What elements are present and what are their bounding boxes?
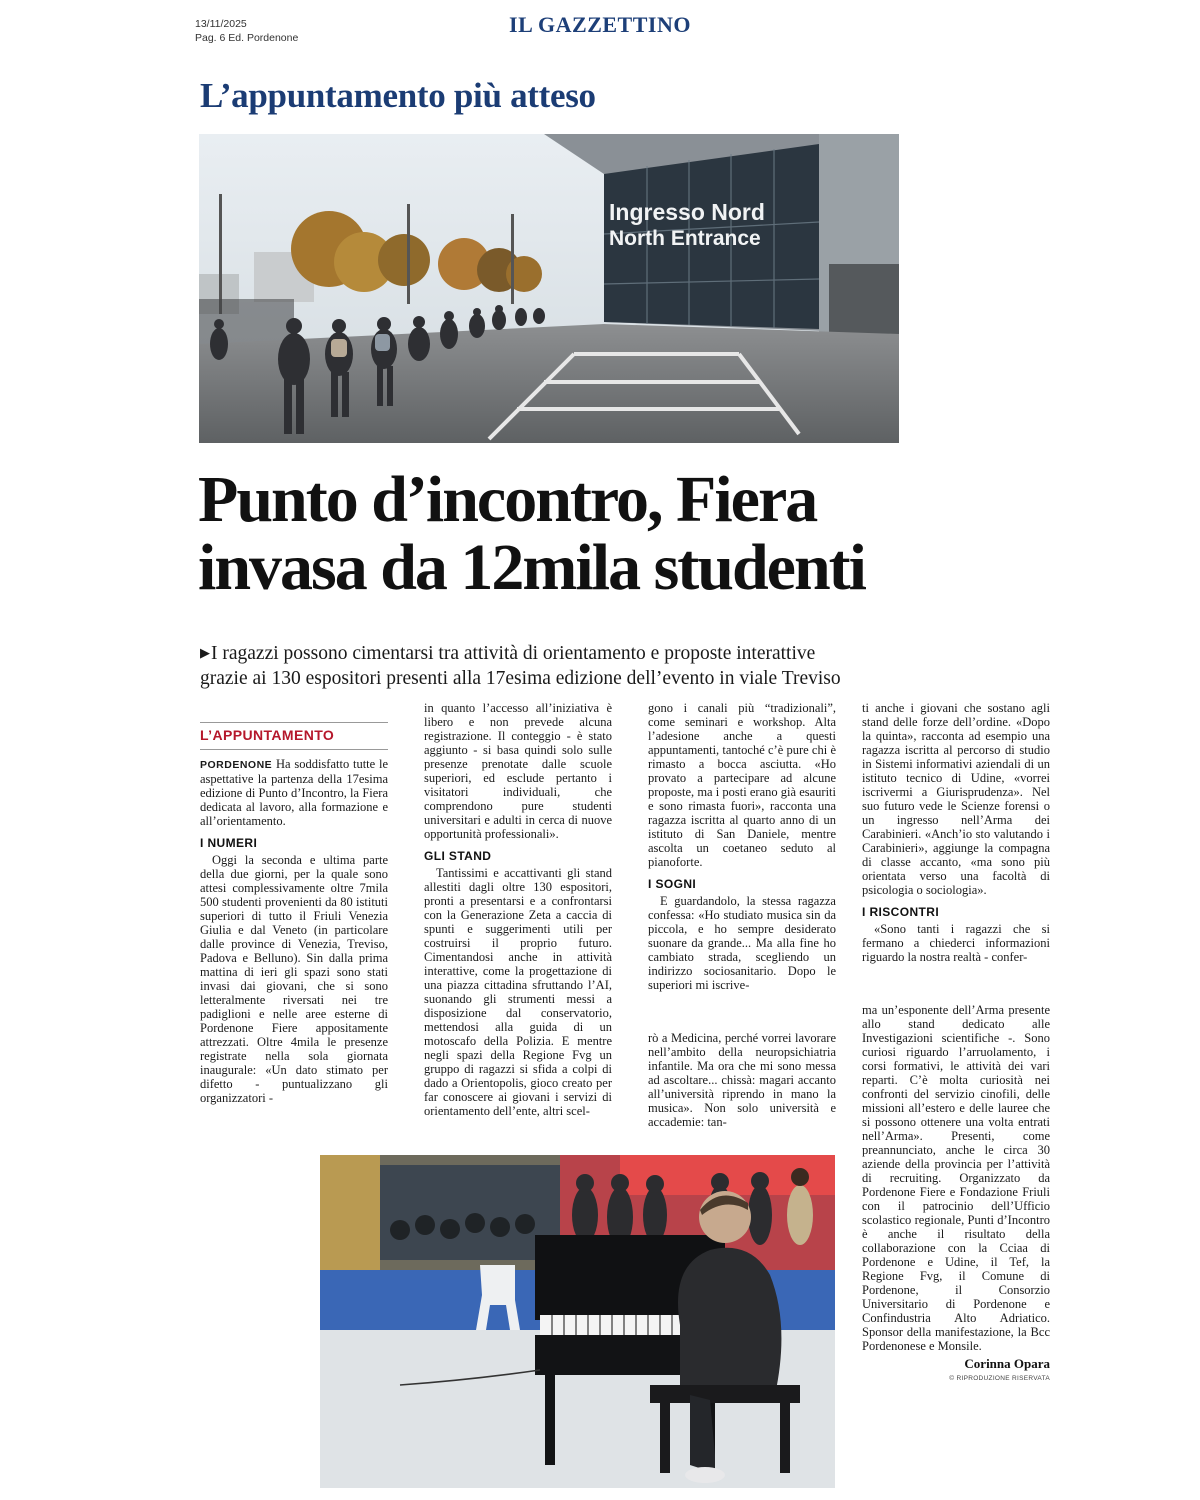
subhead-line-1 <box>200 640 960 666</box>
photo-entrance <box>199 134 899 443</box>
label-rule-top <box>200 722 388 723</box>
sign-line-2: North Entrance <box>609 227 761 250</box>
headline-line-2: invasa da 12mila studenti <box>198 531 865 604</box>
subheading-riscontri: I RISCONTRI <box>862 905 940 919</box>
paragraph: ma un’esponente dell’Arma presente allo stand dedicato alle Investigazioni scientifiche -. Sono curiosi riguardo l’arruolamento, i corsi formativi, le attività dei vari reparti. C’è molta curiosità nei confronti del servizio cinofili, delle missioni all’estero e delle lauree che si possono ottenere una volta entrati nell’Arma». Presenti, come preannunciato, anche le circa 30 aziende della provincia per l’attività di recruiting. Organizzato da Pordenone Fiere e Fondazione Friuli con il patrocinio dell’Ufficio scolastico regionale, Punti d’Incontro è anche il risultato della collaborazione con la Cciaa di Pordenone e Udine, il Tef, la Regione Fvg, il Comune di Pordenone, il Consorzio Universitario di Pordenone e Confindustria Alto Adriatico. Sponsor della manifestazione, la Bcc Pordenonese e Monsile. <box>862 1003 1050 1353</box>
paragraph: PORDENONE Ha soddisfatto tutte le aspettative la partenza della 17esima edizione di Punto d’Incontro, la Fiera dedicata al lavoro, alla formazione e all’orientamento. <box>200 757 388 828</box>
subheading-numeri: I NUMERI <box>200 836 258 850</box>
paragraph: Tantissimi e accattivanti gli stand allestiti dagli oltre 130 espositori, pronti a presentarsi e a confrontarsi con la Generazione Zeta a caccia di spunti e suggerimenti utili per costruirsi il proprio futuro. Cimentandosi anche in attività interattive, come la progettazione di una piazza cittadina sfruttando l’AI, suonando gli strumenti messi a disposizione dal conservatorio, mettendosi alla guida di un motoscafo della Polizia. E mentre negli spazi della Regione Fvg un gruppo di ragazzi si sfida a colpi di dado a Orientopolis, gioco creato per far conoscere ai giovani i servizi di orientamento dell’ente, altri scel- <box>424 866 612 1118</box>
kicker: L’appuntamento più atteso <box>200 76 596 115</box>
article-column-3a <box>648 701 836 999</box>
masthead: IL GAZZETTINO <box>509 12 691 37</box>
paragraph: Oggi la seconda e ultima parte della due giorni, per la quale sono attesi complessivamente oltre 7mila 500 studenti provenienti da 80 istituti superiori di tutto il Friuli Venezia Giulia e dal Veneto (in particolare dalle province di Venezia, Treviso, Padova e Belluno). Sin dalla prima mattina di ieri gli spazi sono stati invasi dai giovani, che si sono letteralmente riversati nei tre padiglioni e nelle aree esterne di Pordenone Fiere appositamente attrezzati. Oltre 4mila le presenze registrate nella sola giornata inaugurale: «Un dato stimato per difetto - puntualizzano gli organizzatori - <box>200 853 388 1105</box>
subheading-stand: GLI STAND <box>424 849 492 863</box>
subheading-sogni: I SOGNI <box>648 877 697 891</box>
article-column-4a <box>862 701 1050 987</box>
article-column-1 <box>200 757 388 1129</box>
paragraph: gono i canali più “tradizionali”, come seminari e workshop. Alta l’adesione anche a questi appuntamenti, tantoché c’è pure chi è rimasto a bocca asciutta. «Ho provato a partecipare ad alcune proposte, ma i posti erano già esauriti e sono rimasta fuori», racconta una ragazza iscritta al quarto anno di un istituto di San Daniele, mentre ascolta un coetaneo seduto al pianoforte. <box>648 701 836 869</box>
subhead-text-1: I ragazzi possono cimentarsi tra attività di orientamento e proposte interattive <box>211 643 816 664</box>
article-column-2 <box>424 701 612 1131</box>
page-edition: Pag. 6 Ed. Pordenone <box>195 32 299 44</box>
author-byline: Corinna Opara <box>964 1356 1050 1371</box>
paragraph: E guardandolo, la stessa ragazza confessa: «Ho studiato musica sin da piccola, e ho sempre desiderato suonare da grande... Ma alla fine ho cambiato strada, scegliendo un indirizzo sociosanitario. Dopo le superiori mi iscrive- <box>648 894 836 992</box>
subheadline <box>200 640 960 691</box>
sign-line-1: Ingresso Nord <box>609 199 765 225</box>
section-label: L’APPUNTAMENTO <box>200 727 335 743</box>
copyright-notice: © RIPRODUZIONE RISERVATA <box>949 1375 1050 1382</box>
paragraph: ti anche i giovani che sostano agli stand delle forze dell’ordine. «Dopo la quinta», racconta ad esempio una ragazza iscritta al percorso di studio in Sistemi informativi aziendali di un istituto tecnico di Udine, «vorrei iscrivermi a Giurisprudenza». Nel suo futuro vede le Scienze forensi o un ingresso nell’Arma dei Carabinieri. «Anch’io sto valutando i Carabinieri», aggiunge la compagna di classe accanto, «ma sono più orientata verso una facoltà di psicologia o sociologia». <box>862 701 1050 897</box>
date: 13/11/2025 <box>195 18 247 30</box>
headline-line-1: Punto d’incontro, Fiera <box>198 463 817 536</box>
headline <box>198 463 958 604</box>
paragraph: in quanto l’accesso all’iniziativa è libero e non prevede alcuna registrazione. Il conteggio - è stato aggiunto - si basa quindi solo sulle presenze prenotate dalle scuole superiori, ed esclude pertanto i visitatori individuali, che comprendono pure studenti universitari e adulti in cerca di nuove opportunità professionali». <box>424 701 612 841</box>
triangle-marker-icon: ▶ <box>200 645 210 660</box>
entrance-photo-illustration <box>199 134 899 443</box>
dateline: PORDENONE <box>200 759 273 771</box>
paragraph: «Sono tanti i ragazzi che si fermano a chiederci informazioni riguardo la nostra realtà - confer- <box>862 922 1050 964</box>
subhead-line-2: grazie ai 130 espositori presenti alla 17esima edizione dell’evento in viale Treviso <box>200 668 841 689</box>
article-column-3b <box>648 1031 836 1131</box>
article-column-4b <box>862 1003 1050 1355</box>
piano-photo-illustration <box>320 1155 835 1488</box>
paragraph: rò a Medicina, perché vorrei lavorare nell’ambito della neuropsichiatria infantile. Ma ora che mi sono messa ad ascoltare... chissà: magari accanto all’università riprendo in mano la musica». Non solo università e accademie: tan- <box>648 1031 836 1129</box>
label-rule-bottom <box>200 749 388 750</box>
photo-piano <box>320 1155 835 1488</box>
